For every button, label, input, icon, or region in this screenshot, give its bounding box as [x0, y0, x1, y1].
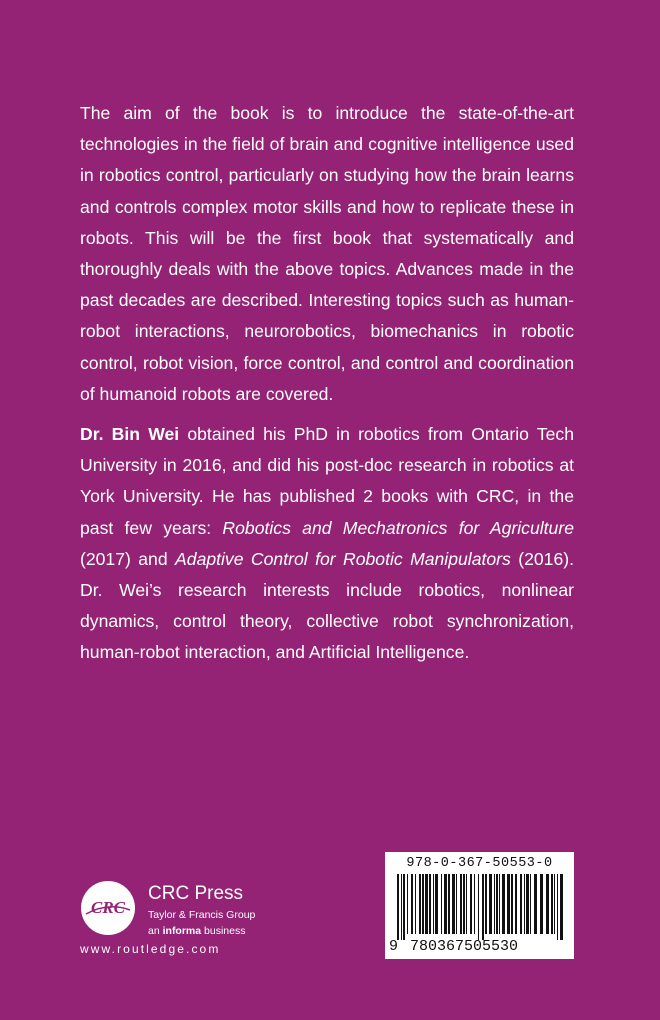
publisher-group: Taylor & Francis Group [148, 909, 256, 921]
author-bio-paragraph [80, 419, 574, 669]
barcode-bars [395, 874, 565, 940]
crc-logo-text: CRC [90, 898, 126, 917]
isbn-number: 978-0-367-50553-0 [406, 856, 553, 871]
ean-number [389, 938, 570, 955]
author-name: Dr. Bin Wei [80, 424, 180, 445]
author-interests-text: (2016). Dr. Wei’s research interests include robotics, nonlinear dynamics, control theory, collective robot synchronization, human-robot interaction, and Artificial Intelligence. [80, 548, 574, 663]
book-year-text: (2017) and [80, 548, 176, 569]
ean-first-digit: 9 [389, 938, 399, 955]
publisher-website: www.routledge.com [80, 942, 221, 956]
publisher-name: CRC Press [148, 883, 244, 904]
publisher-block [80, 880, 290, 960]
tagline-brand: informa [162, 925, 202, 937]
publisher-tagline [148, 925, 245, 937]
book-title-manipulators: Adaptive Control for Robotic Manipulators [175, 548, 511, 569]
tagline-suffix: business [201, 925, 246, 937]
author-bio-text: obtained his PhD in robotics from Ontario Tech University in 2016, and did his post-doc research in robotics at York University. He has published 2 books with CRC, in the past few years: [80, 424, 574, 538]
book-title-agriculture: Robotics and Mechatronics for Agriculture [222, 517, 574, 538]
crc-logo-icon [80, 880, 136, 936]
tagline-prefix: an [148, 925, 163, 937]
back-cover-blurb [80, 98, 574, 678]
isbn-barcode [385, 852, 574, 959]
description-paragraph: The aim of the book is to introduce the state-of-the-art technologies in the field of brain and cognitive intelligence used in robotics control, particularly on studying how the brain learns and controls complex motor skills and how to replicate these in robots. This will be the first book that systematically and thoroughly deals with the above topics. Advances made in the past decades are described. Interesting topics such as human-robot interactions, neurorobotics, biomechanics in robotic control, robot vision, force control, and control and coordination of humanoid robots are covered. [80, 103, 574, 404]
ean-remaining-digits: 780367505530 [410, 938, 519, 955]
